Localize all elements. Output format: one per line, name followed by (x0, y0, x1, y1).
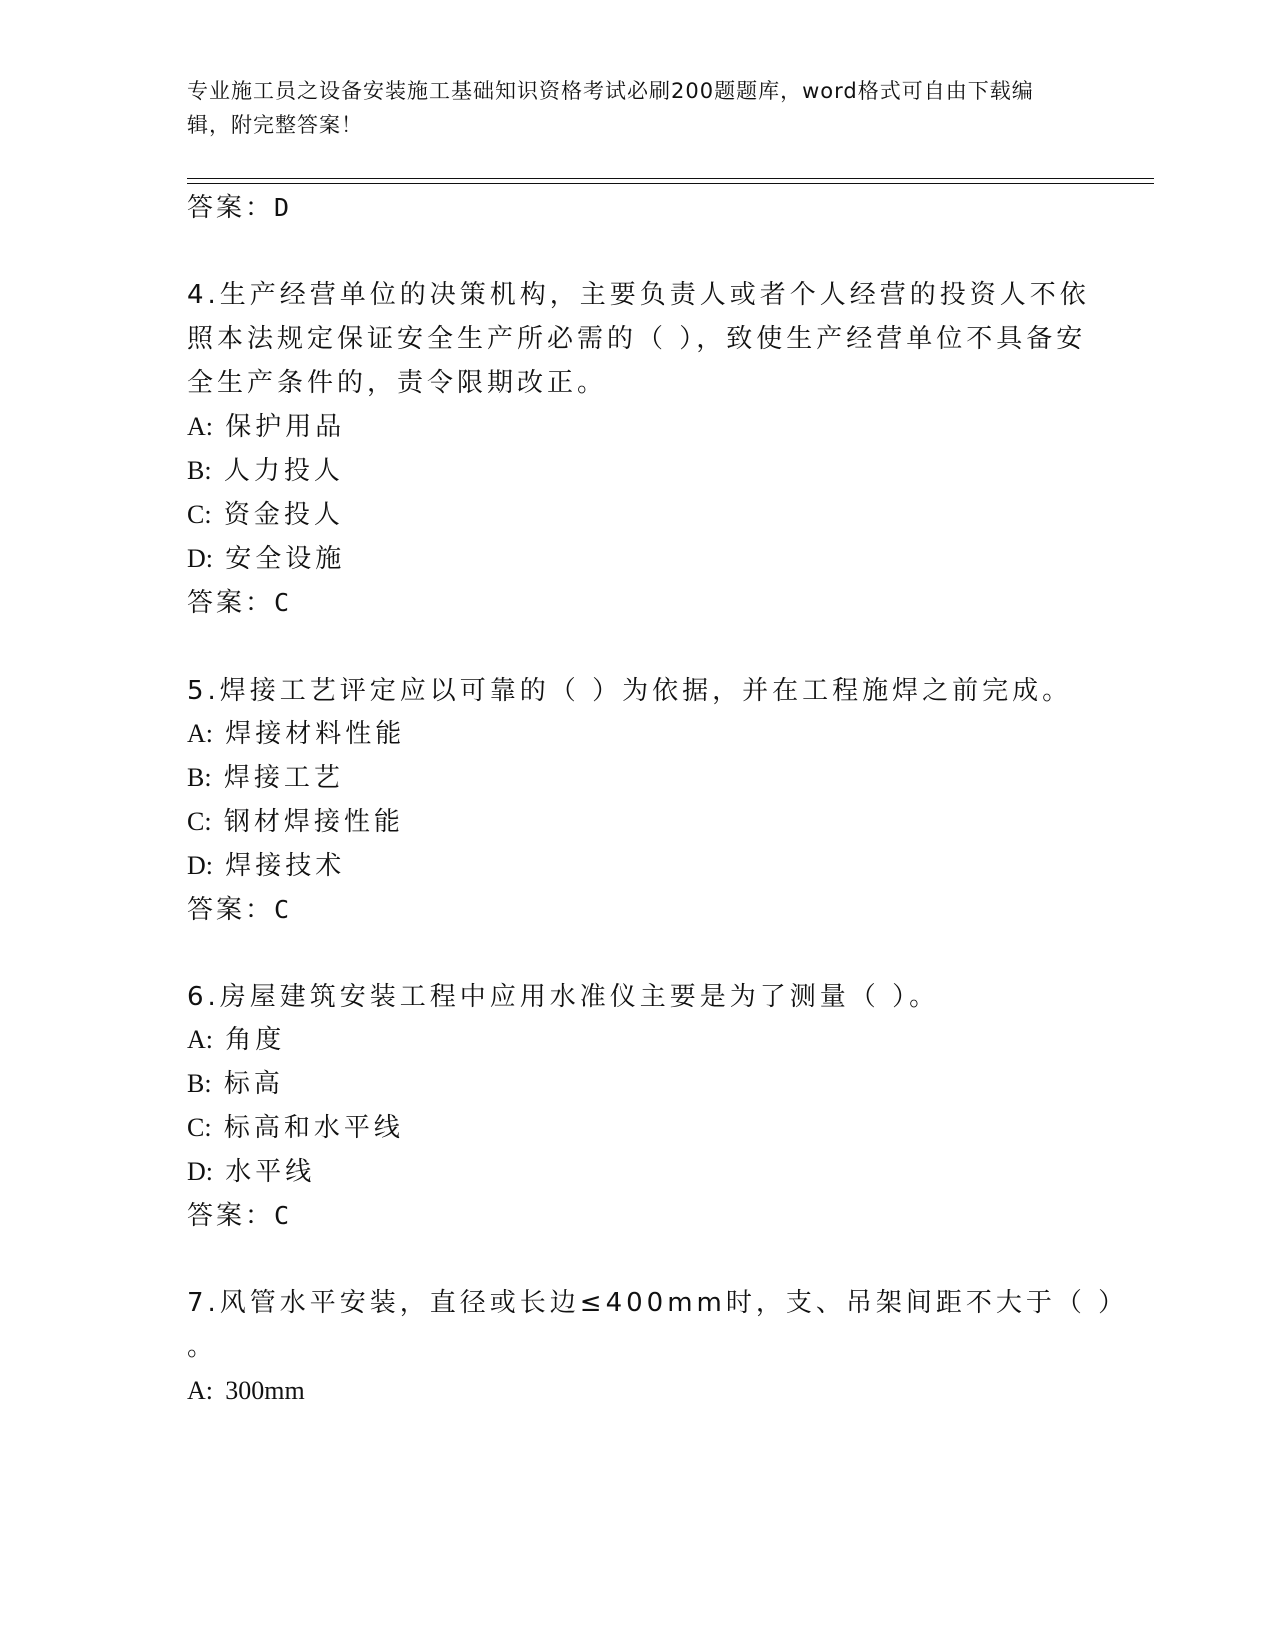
answer-label: 答案： (187, 193, 275, 223)
option-letter: C: (187, 500, 212, 529)
option-a (187, 1023, 285, 1057)
answer-value: C (274, 895, 291, 924)
header-divider-bottom (187, 183, 1154, 184)
option-c (187, 498, 344, 532)
option-text: 300mm (225, 1376, 305, 1405)
option-text: 焊接材料性能 (225, 719, 406, 749)
question-text-line: 全生产条件的，责令限期改正。 (187, 368, 608, 398)
question-text-line: 6.房屋建筑安装工程中应用水准仪主要是为了测量（ ）。 (187, 982, 940, 1012)
option-text: 人力投人 (223, 456, 344, 486)
option-letter: D: (187, 851, 213, 880)
option-a (187, 717, 405, 751)
option-letter: A: (187, 719, 213, 748)
option-text: 钢材焊接性能 (223, 807, 404, 837)
answer-line (187, 586, 290, 620)
option-b (187, 761, 344, 795)
option-letter: C: (187, 1113, 212, 1142)
option-letter: B: (187, 763, 212, 792)
answer-label: 答案： (187, 895, 275, 925)
option-text: 角度 (225, 1025, 286, 1055)
answer-line (187, 893, 290, 927)
answer-value: C (274, 1201, 291, 1230)
option-text: 安全设施 (225, 544, 346, 574)
option-d (187, 1155, 315, 1189)
header-divider-top (187, 178, 1154, 179)
answer-line (187, 191, 290, 225)
option-a (187, 1374, 305, 1408)
answer-label: 答案： (187, 1201, 275, 1231)
option-b (187, 1067, 284, 1101)
option-letter: A: (187, 1025, 213, 1054)
option-letter: B: (187, 1069, 212, 1098)
question-text-line: 。 (187, 1332, 218, 1362)
question-text-line: 7.风管水平安装，直径或长边≤400mm时，支、吊架间距不大于（ ） (187, 1288, 1129, 1318)
answer-value: D (274, 193, 291, 222)
option-a (187, 410, 345, 444)
option-d (187, 849, 345, 883)
answer-label: 答案： (187, 588, 275, 618)
option-letter: D: (187, 544, 213, 573)
option-d (187, 542, 345, 576)
option-c (187, 805, 404, 839)
question-text-line: 照本法规定保证安全生产所必需的（ ），致使生产经营单位不具备安 (187, 324, 1087, 354)
question-text-line: 5.焊接工艺评定应以可靠的（ ）为依据，并在工程施焊之前完成。 (187, 676, 1073, 706)
option-text: 焊接工艺 (223, 763, 344, 793)
option-text: 标高 (223, 1069, 284, 1099)
option-text: 标高和水平线 (223, 1113, 404, 1143)
answer-value: C (274, 588, 291, 617)
option-letter: A: (187, 412, 213, 441)
option-text: 水平线 (225, 1157, 316, 1187)
option-letter: D: (187, 1157, 213, 1186)
option-letter: A: (187, 1376, 213, 1405)
question-text-line: 4.生产经营单位的决策机构，主要负责人或者个人经营的投资人不依 (187, 280, 1090, 310)
option-b (187, 454, 344, 488)
option-text: 保护用品 (225, 412, 346, 442)
option-letter: B: (187, 456, 212, 485)
document-header: 专业施工员之设备安装施工基础知识资格考试必刷200题题库，word格式可自由下载编辑，附完整答案！ (187, 79, 1034, 137)
option-text: 资金投人 (223, 500, 344, 530)
option-letter: C: (187, 807, 212, 836)
answer-line (187, 1199, 290, 1233)
option-c (187, 1111, 404, 1145)
option-text: 焊接技术 (225, 851, 346, 881)
